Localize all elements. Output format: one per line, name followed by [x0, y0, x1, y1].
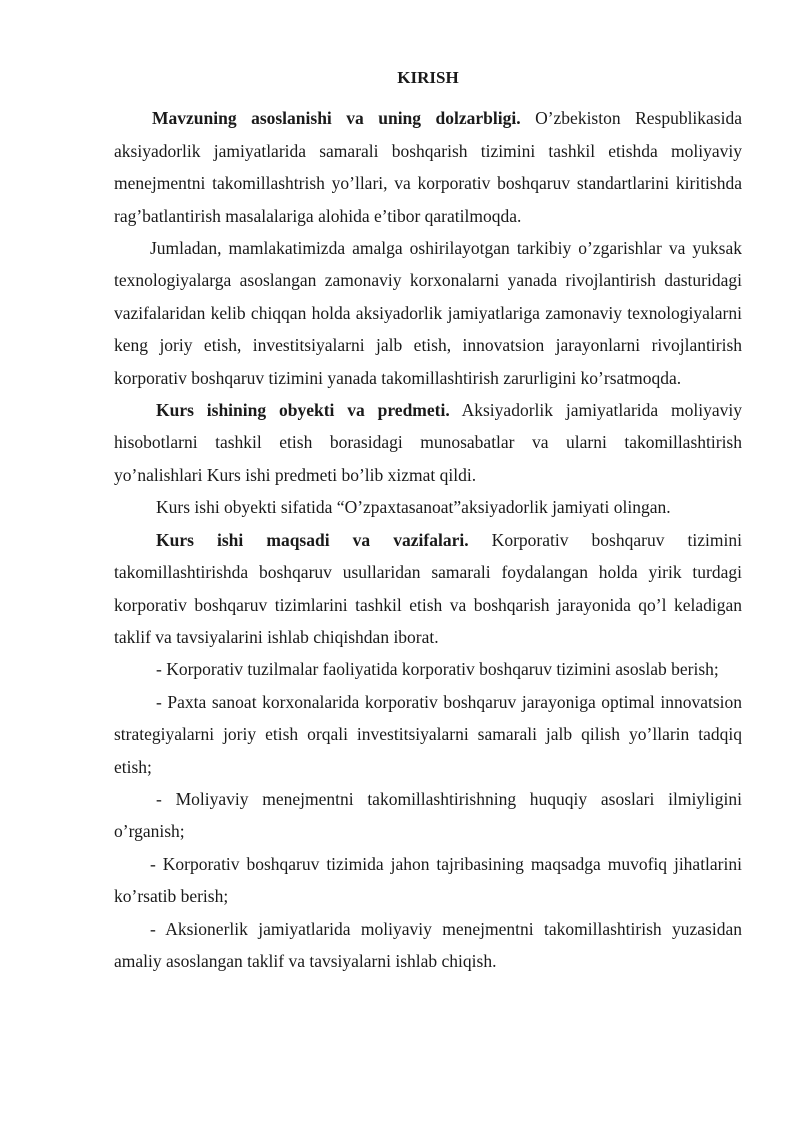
paragraph-context: Jumladan, mamlakatimizda amalga oshirilayotgan tarkibiy o’zgarishlar va yuksak texnologiyalarga asoslangan zamonaviy korxonalarni yanada rivojlantirish dasturidagi vazifalaridan kelib chiqqan holda aksiyadorlik jamiyatlariga zamonaviy texnologiyalarni keng joriy etish, investitsiyalarni jalb etish, innovatsion jarayonlarni rivojlantirish korporativ boshqaruv tizimini yanada takomillashtirish zarurligini ko’rsatmoqda.: [114, 238, 742, 388]
list-item: - Aksionerlik jamiyatlarida moliyaviy menejmentni takomillashtirish yuzasidan amaliy asoslangan taklif va tavsiyalarni ishlab chiqish.: [114, 918, 742, 971]
text-goals: Korporativ boshqaruv tizimini takomillashtirishda boshqaruv usullaridan samarali foydalangan holda yirik turdagi korporativ boshqaruv tizimlarini tashkil etish va boshqarish jarayonida qo’l keladigan taklif va tavsiyalarini ishlab chiqishdan iborat.: [114, 529, 742, 647]
page-title: KIRISH: [397, 68, 459, 87]
heading-goals: Kurs ishi maqsadi va vazifalari.: [156, 529, 469, 550]
list-item: - Korporativ tuzilmalar faoliyatida korporativ boshqaruv tizimini asoslab berish;: [156, 659, 719, 680]
list-item: - Moliyaviy menejmentni takomillashtirishning huquqiy asoslari ilmiyligini o’rganish;: [114, 788, 742, 842]
list-item: - Paxta sanoat korxonalarida korporativ boshqaruv jarayoniga optimal innovatsion strategiyalarni joriy etish orqali investitsiyalarni samarali jalb qilish yo’llarin tadqiq etish;: [114, 691, 742, 777]
heading-relevance: Mavzuning asoslanishi va uning dolzarbligi.: [152, 108, 521, 129]
heading-object-subject: Kurs ishining obyekti va predmeti.: [156, 400, 450, 421]
paragraph-goals: [114, 524, 742, 654]
document-page: [114, 62, 742, 977]
paragraph-object-subject: [114, 394, 742, 491]
text-object-subject: Aksiyadorlik jamiyatlarida moliyaviy hisobotlarni tashkil etish borasidagi munosabatlar va ularni takomillashtirish yo’nalishlari Kurs ishi predmeti bo’lib xizmat qildi.: [114, 400, 742, 485]
list-item: - Korporativ boshqaruv tizimida jahon tajribasining maqsadga muvofiq jihatlarini ko’rsatib berish;: [114, 853, 742, 907]
paragraph-object: Kurs ishi obyekti sifatida “O’zpaxtasanoat”aksiyadorlik jamiyati olingan.: [156, 497, 671, 518]
paragraph-relevance: [114, 102, 742, 232]
text-relevance: O’zbekiston Respublikasida aksiyadorlik jamiyatlarida samarali boshqarish tizimini tashkil etishda moliyaviy menejmentni takomillashtrish yo’llari, va korporativ boshqaruv standartlarini kiritishda rag’batlantirish masalalariga alohida e’tibor qaratilmoqda.: [114, 108, 742, 226]
